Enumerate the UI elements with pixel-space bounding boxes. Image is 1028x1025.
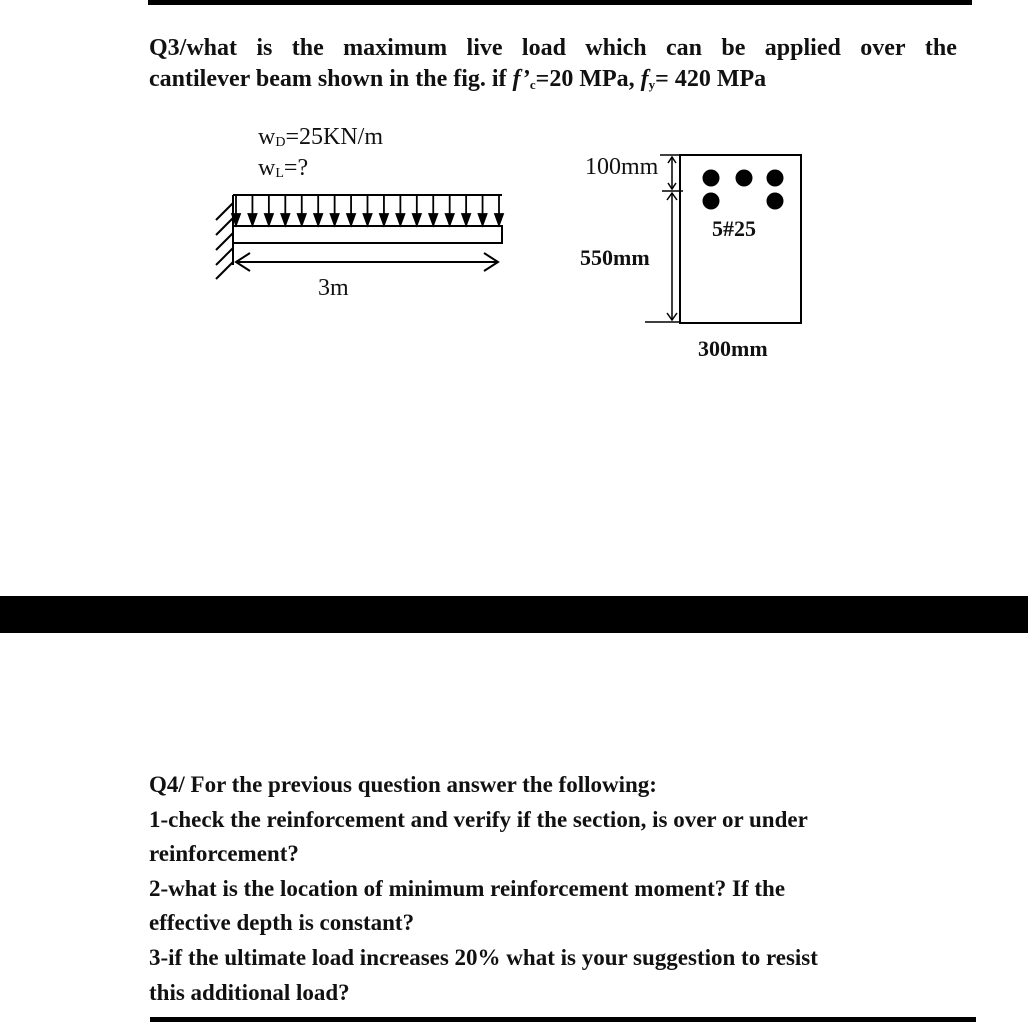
- q4-line: reinforcement?: [149, 841, 299, 867]
- load-arrow: [281, 195, 289, 225]
- wl-value: =?: [283, 155, 309, 181]
- q4-line: this additional load?: [149, 979, 350, 1005]
- bottom-rule: [150, 1017, 976, 1022]
- q3-word: the: [924, 35, 957, 61]
- wl-subscript: L: [275, 166, 284, 181]
- wd-w: w: [258, 124, 276, 150]
- load-arrow: [347, 195, 355, 225]
- depth-label: 550mm: [580, 245, 650, 270]
- q4-line: 3-if the ultimate load increases 20% what is your suggestion to resist: [149, 944, 818, 970]
- q3-word: load: [521, 35, 566, 61]
- q3-word: be: [721, 35, 746, 61]
- bars-label: 5#25: [712, 216, 756, 241]
- wl-w: w: [258, 155, 276, 181]
- fy-value: = 420 MPa: [655, 66, 767, 92]
- q3-word: is: [256, 35, 273, 61]
- fixed-support: [216, 195, 233, 279]
- load-arrow: [380, 195, 388, 225]
- load-arrow: [364, 195, 372, 225]
- q3-word: the: [291, 35, 324, 61]
- load-arrow: [462, 195, 470, 225]
- q4-line: 1-check the reinforcement and verify if the section, is over or under: [149, 806, 808, 832]
- q3-word: Q3/what: [149, 35, 238, 61]
- load-arrow: [265, 195, 273, 225]
- separator-band: [0, 596, 1028, 633]
- q4-line: 2-what is the location of minimum reinforcement moment? If the: [149, 875, 786, 901]
- q4-line: effective depth is constant?: [149, 910, 415, 936]
- q3-word: maximum: [343, 35, 448, 61]
- load-arrow: [396, 195, 404, 225]
- cover-label: 100mm: [585, 154, 659, 180]
- q3-word: which: [585, 35, 647, 61]
- fc-subscript: c: [529, 77, 536, 92]
- wd-subscript: D: [275, 135, 286, 150]
- load-arrow: [314, 195, 322, 225]
- q3-word: live: [466, 35, 503, 61]
- distributed-load-arrows: [232, 195, 503, 225]
- fy-symbol: f: [640, 66, 649, 92]
- load-arrow: [479, 195, 487, 225]
- load-arrow: [495, 195, 503, 225]
- width-label: 300mm: [698, 336, 768, 361]
- fc-symbol: f’: [512, 66, 530, 92]
- q3-word: applied: [764, 35, 841, 61]
- load-arrow: [331, 195, 339, 225]
- fy-subscript: y: [648, 77, 656, 92]
- beam: [233, 226, 502, 243]
- load-arrow: [446, 195, 454, 225]
- load-arrow: [248, 195, 256, 225]
- question-4: [149, 768, 939, 1010]
- q3-word: over: [860, 35, 906, 61]
- q3-word: can: [666, 35, 703, 61]
- q3-line2-text: cantilever beam shown in the fig. if: [149, 66, 513, 92]
- load-arrow: [413, 195, 421, 225]
- span-dimension: [236, 253, 498, 271]
- wd-value: =25KN/m: [285, 124, 384, 150]
- load-arrow: [429, 195, 437, 225]
- live-load-label: [258, 155, 308, 182]
- span-label: 3m: [318, 275, 349, 301]
- dead-load-label: [258, 124, 383, 151]
- load-arrow: [298, 195, 306, 225]
- q4-line: Q4/ For the previous question answer the following:: [149, 772, 657, 797]
- fc-value: =20 MPa,: [535, 66, 641, 92]
